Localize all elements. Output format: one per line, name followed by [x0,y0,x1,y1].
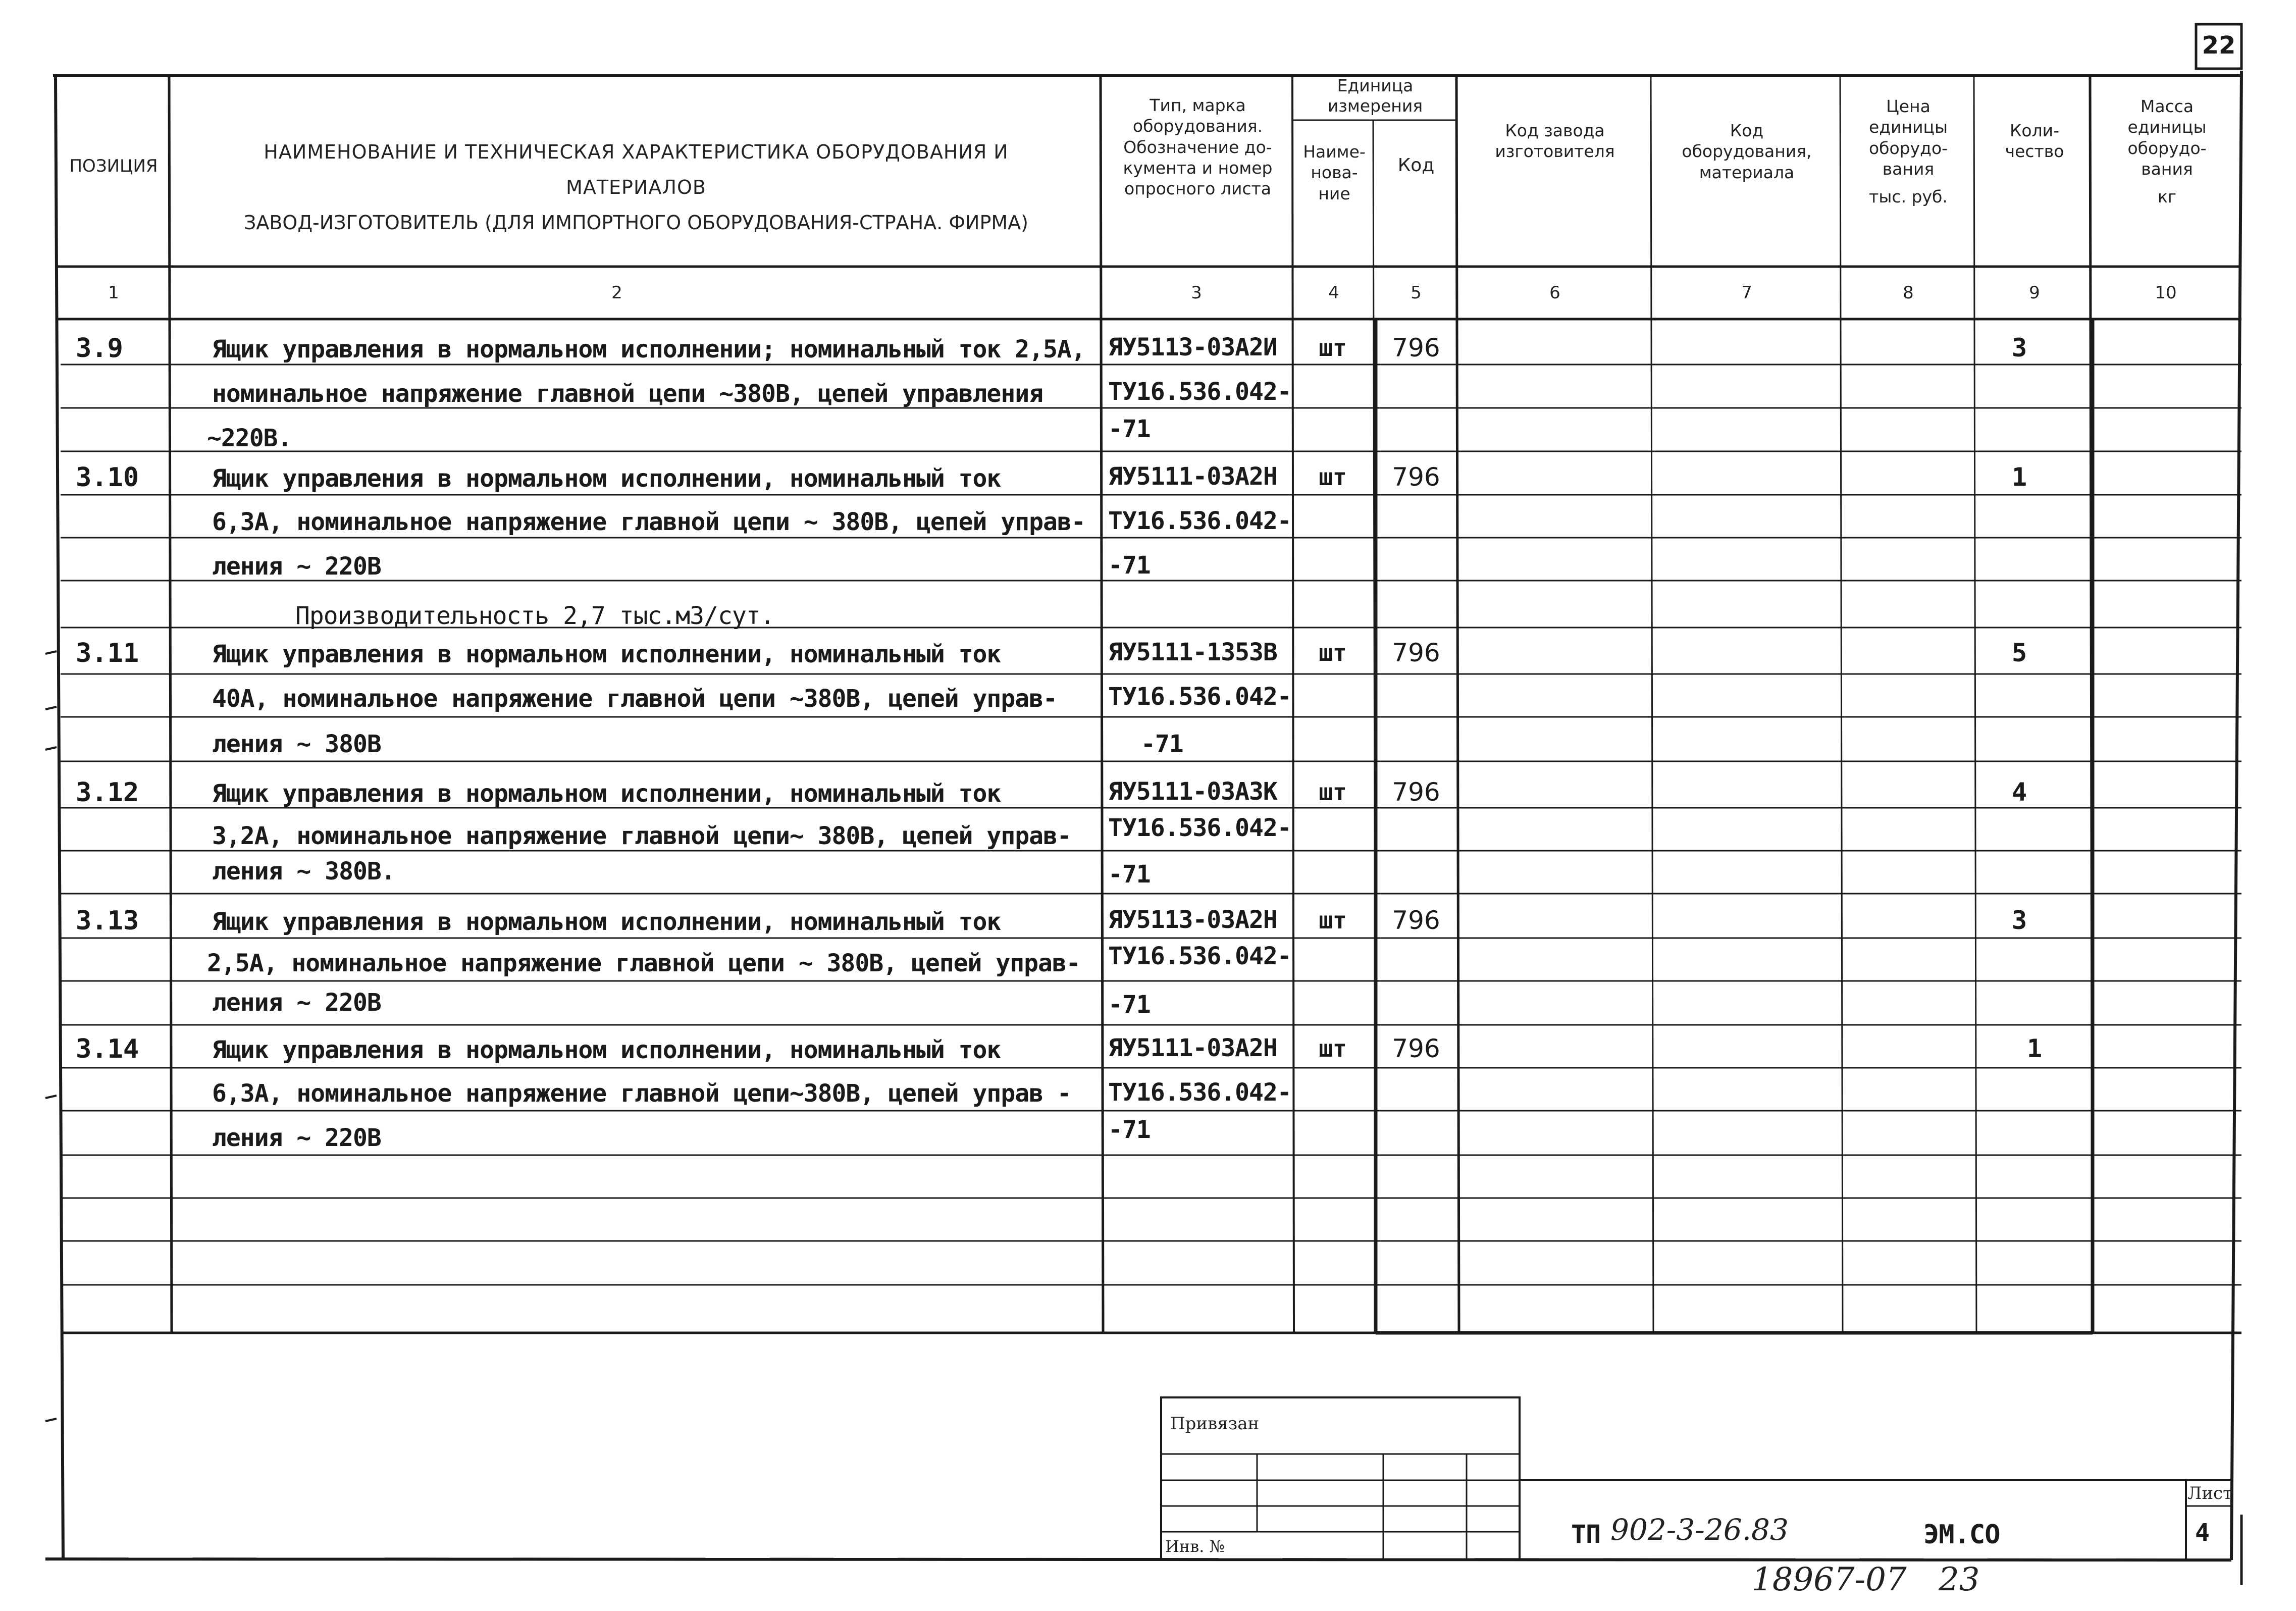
row-type-line: ТУ16.536.042- [1108,814,1291,842]
row-unit: шт [1319,778,1347,806]
row-unit: шт [1319,1035,1347,1062]
sheet-label: Лист [2187,1483,2232,1503]
header-equipment-code: Код оборудования, материала [1682,121,1812,182]
header-unit-group: Единица измерения [1327,76,1423,116]
row-text-line: Ящик управления в нормальном исполнении; номинальный ток 2,5А, [212,335,1085,363]
row-text-line: Ящик управления в нормальном исполнении, номинальный ток [212,779,1001,808]
column-number: 6 [1549,283,1560,303]
header-name-line3: ЗАВОД-ИЗГОТОВИТЕЛЬ (ДЛЯ ИМПОРТНОГО ОБОРУДОВАНИЯ-СТРАНА. ФИРМА) [244,212,1028,234]
row-quantity: 3 [2011,906,2027,935]
row-text-line: ления ~ 220В [212,989,381,1017]
header-position: ПОЗИЦИЯ [69,156,158,176]
header-factory-code: Код завода изготовителя [1495,121,1615,162]
row-text-line: ления ~ 380В [212,730,381,758]
header-unit-code: Код [1397,155,1435,176]
row-position: 3.14 [76,1034,139,1064]
row-type-line: ЯУ5113-03А2Н [1108,906,1277,934]
row-type-line: -71 [1108,1116,1151,1144]
header-mass: Масса единицы оборудо- вания кг [2127,96,2207,206]
column-number: 2 [611,283,622,303]
row-text-line: Ящик управления в нормальном исполнении, номинальный ток [212,640,1001,668]
row-type-line: -71 [1108,551,1151,580]
row-unit-code: 796 [1392,638,1440,667]
row-unit: шт [1319,907,1347,934]
row-text-line: 6,3А, номинальное напряжение главной цепи~380В, цепей управ - [212,1079,1071,1108]
row-quantity: 4 [2011,777,2027,807]
row-unit-code: 796 [1392,777,1440,807]
row-type-line: ЯУ5111-03А2Н [1108,462,1277,491]
row-position: 3.10 [76,462,139,493]
row-text-line: 40А, номинальное напряжение главной цепи ~380В, цепей управ- [212,685,1057,713]
column-number: 7 [1741,283,1752,303]
row-unit-code: 796 [1392,906,1440,935]
header-quantity: Коли- чество [2005,121,2064,162]
row-text-line: 3,2А, номинальное напряжение главной цепи~ 380В, цепей управ- [212,822,1071,850]
row-type-line: ТУ16.536.042- [1108,1078,1291,1107]
row-unit-code: 796 [1392,333,1440,362]
row-text-line: Ящик управления в нормальном исполнении, номинальный ток [212,1036,1001,1064]
row-type-line: ЯУ5113-03А2И [1108,333,1277,361]
row-quantity: 1 [2026,1034,2043,1063]
row-text-line: Ящик управления в нормальном исполнении, номинальный ток [212,908,1001,936]
archive-number: 18967-07 [1752,1561,1907,1598]
header-type: Тип, марка оборудования. Обозначение до- кумента и номер опросного листа [1123,95,1273,198]
doc-prefix: ТП [1571,1520,1601,1549]
sheet-corner-number: 22 [2202,31,2236,60]
row-text-line: Ящик управления в нормальном исполнении, номинальный ток [212,464,1001,493]
header-name-line2: МАТЕРИАЛОВ [566,176,706,198]
doc-number: 902-3-26.83 [1610,1513,1789,1547]
row-type-line: -71 [1141,730,1183,758]
row-text-line: номинальное напряжение главной цепи ~380В, цепей управления [212,380,1043,408]
column-number: 3 [1191,283,1202,303]
archive-page: 23 [1939,1561,1980,1598]
column-number: 4 [1328,283,1339,303]
row-position: 3.13 [76,906,139,936]
header-unit-name: Наиме- нова- ние [1303,142,1366,203]
row-unit: шт [1319,463,1347,491]
column-number: 9 [2029,283,2040,303]
row-type-line: ТУ16.536.042- [1108,683,1291,711]
row-type-line: ТУ16.536.042- [1108,507,1291,535]
header-unit-price: Цена единицы оборудо- вания тыс. руб. [1868,96,1948,206]
row-type-line: ЯУ5111-03А3К [1108,777,1277,806]
header-name-line1: НАИМЕНОВАНИЕ И ТЕХНИЧЕСКАЯ ХАРАКТЕРИСТИКА ОБОРУДОВАНИЯ И [264,141,1009,163]
doc-mark: ЭМ.СО [1923,1520,2000,1550]
row-unit: шт [1319,639,1347,666]
row-text-line: ления ~ 380В. [212,857,395,886]
row-type-line: -71 [1108,991,1151,1019]
row-text-line: ления ~ 220В [212,1124,381,1152]
row-position: 3.12 [76,777,139,808]
row-quantity: 5 [2011,638,2027,667]
row-type-line: ТУ16.536.042- [1108,942,1291,970]
row-text-line: ~220В. [207,424,292,452]
column-number: 5 [1411,283,1422,303]
row-type-line: ЯУ5111-03А2Н [1108,1034,1277,1062]
row-quantity: 3 [2011,333,2027,362]
section-heading: Производительность 2,7 тыс.м3/сут. [295,602,774,630]
row-unit-code: 796 [1392,462,1440,492]
row-unit-code: 796 [1392,1034,1440,1063]
stamp-privyazan: Привязан [1170,1414,1260,1434]
column-number: 1 [108,283,119,303]
row-text-line: 2,5А, номинальное напряжение главной цепи ~ 380В, цепей управ- [207,949,1080,977]
row-type-line: -71 [1108,860,1151,889]
row-type-line: ЯУ5111-1353В [1108,638,1277,666]
row-quantity: 1 [2011,462,2027,492]
row-unit: шт [1319,334,1347,361]
row-position: 3.9 [76,333,123,363]
sheet-number: 4 [2195,1519,2209,1547]
column-number: 10 [2155,283,2177,303]
row-position: 3.11 [76,638,139,668]
row-type-line: -71 [1108,415,1151,443]
row-text-line: ления ~ 220В [212,552,381,581]
column-number: 8 [1903,283,1914,303]
row-text-line: 6,3А, номинальное напряжение главной цепи ~ 380В, цепей управ- [212,508,1085,536]
stamp-inv-no: Инв. № [1165,1537,1225,1556]
row-type-line: ТУ16.536.042- [1108,378,1291,406]
